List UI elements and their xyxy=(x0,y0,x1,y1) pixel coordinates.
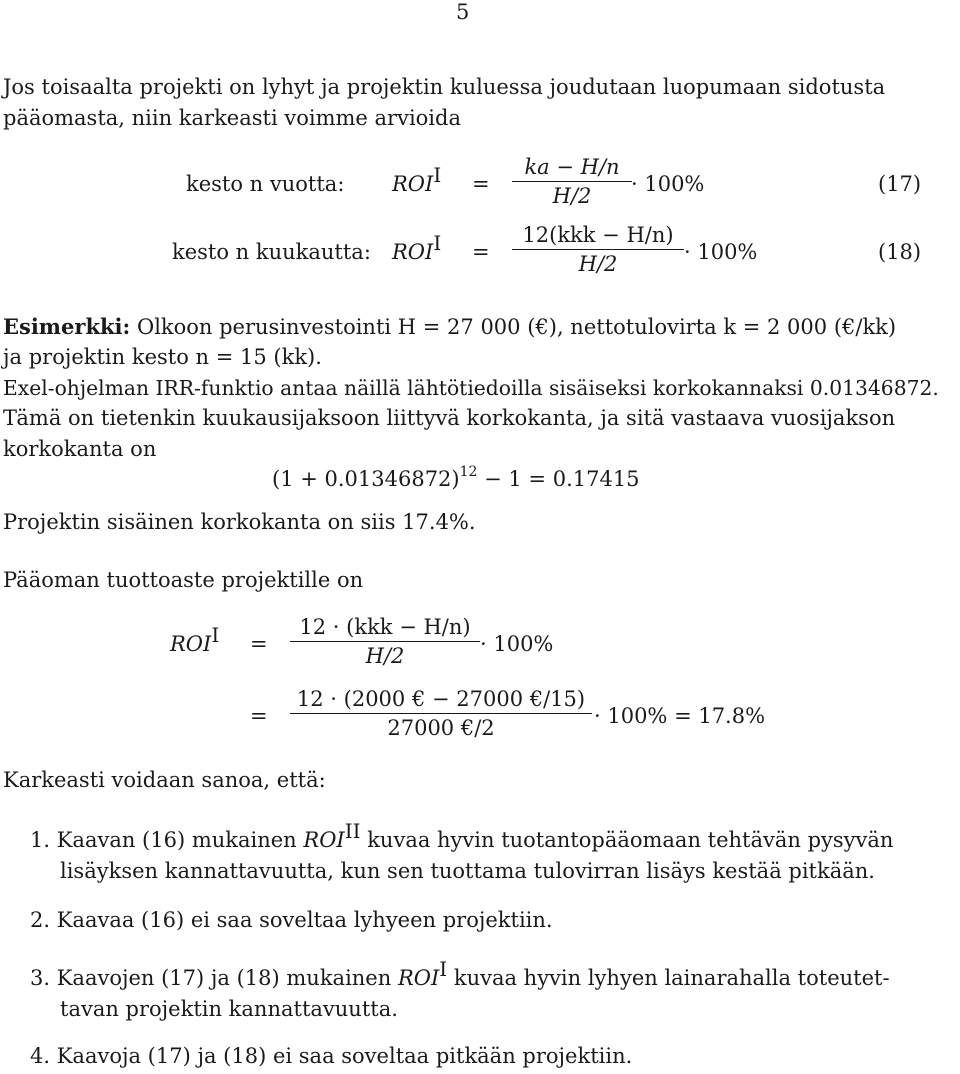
intro-line-2: pääomasta, niin karkeasti voimme arvioida xyxy=(3,106,461,130)
capital-numerator-2: 12 · (2000 € − 27000 €/15) xyxy=(296,687,586,711)
capital-numerator-1: 12 · (kkk − H/n) xyxy=(299,615,471,639)
capital-fraction-1 xyxy=(290,615,480,668)
eq17-fraction xyxy=(512,155,632,208)
eq17-tag: (17) xyxy=(878,172,922,196)
example-line-4: Tämä on tietenkin kuukausijaksoon liittyvä korkokanta, ja sitä vastaava vuosijakson xyxy=(3,406,896,430)
roughly-line: Karkeasti voidaan sanoa, että: xyxy=(3,768,326,792)
example-line-1: Esimerkki: Olkoon perusinvestointi H = 27 000 (€), nettotulovirta k = 2 000 (€/kk) xyxy=(3,314,897,339)
capital-lhs: ROII xyxy=(170,623,220,656)
example-line-2: ja projektin kesto n = 15 (kk). xyxy=(3,345,322,369)
example-line-5: korkokanta on xyxy=(3,437,157,461)
capital-intro: Pääoman tuottoaste projektille on xyxy=(3,568,364,592)
capital-multiplier-2: · 100% = 17.8% xyxy=(594,704,766,728)
example-conclusion: Projektin sisäinen korkokanta on siis 17.4%. xyxy=(3,510,476,534)
eq17-denominator: H/2 xyxy=(552,184,592,208)
eq18-tag: (18) xyxy=(878,240,922,264)
eq18-lhs: ROII xyxy=(392,231,442,264)
eq17-numerator: ka − H/n xyxy=(524,155,620,179)
eq18-denominator: H/2 xyxy=(578,252,618,276)
example-line-3: Exel-ohjelman IRR-funktio antaa näillä lähtötiedoilla sisäiseksi korkokannaksi 0.01346872. xyxy=(3,376,939,400)
capital-equals-1: = xyxy=(250,632,268,656)
eq18-multiplier: · 100% xyxy=(684,240,758,264)
intro-line-1: Jos toisaalta projekti on lyhyt ja projektin kuluessa joudutaan luopumaan sidotusta xyxy=(3,75,886,99)
list-item-1: 1. Kaavan (16) mukainen ROIII kuvaa hyvin tuotantopääomaan tehtävän pysyvän lisäyksen kannattavuutta, kun sen tuottama tulovirran lisäys kestää pitkään. xyxy=(30,819,894,883)
eq18-fraction xyxy=(512,223,684,276)
eq18-numerator: 12(kkk − H/n) xyxy=(522,223,674,247)
page-number: 5 xyxy=(456,0,470,24)
eq18-equals: = xyxy=(472,240,490,264)
list-item-2: 2. Kaavaa (16) ei saa soveltaa lyhyeen projektiin. xyxy=(30,908,553,932)
eq17-multiplier: · 100% xyxy=(631,172,705,196)
eq17-equals: = xyxy=(472,172,490,196)
eq18-label: kesto n kuukautta: xyxy=(172,240,371,264)
rate-formula: $(1 + 0.01346872)^{12} - 1 = 0.17415$ xyxy=(272,464,640,491)
capital-denominator-2: 27000 €/2 xyxy=(387,716,495,740)
capital-equals-2: = xyxy=(250,704,268,728)
capital-fraction-2 xyxy=(290,687,592,740)
eq17-lhs: ROII xyxy=(392,163,442,196)
eq17-label: kesto n vuotta: xyxy=(186,172,345,196)
capital-denominator-1: H/2 xyxy=(365,644,405,668)
capital-multiplier-1: · 100% xyxy=(480,632,554,656)
example-heading: Esimerkki: xyxy=(3,314,131,339)
list-item-3: 3. Kaavojen (17) ja (18) mukainen ROII kuvaa hyvin lyhyen lainarahalla toteutet- tavan projektin kannattavuutta. xyxy=(30,957,890,1021)
list-item-4: 4. Kaavoja (17) ja (18) ei saa soveltaa pitkään projektiin. xyxy=(30,1044,633,1068)
